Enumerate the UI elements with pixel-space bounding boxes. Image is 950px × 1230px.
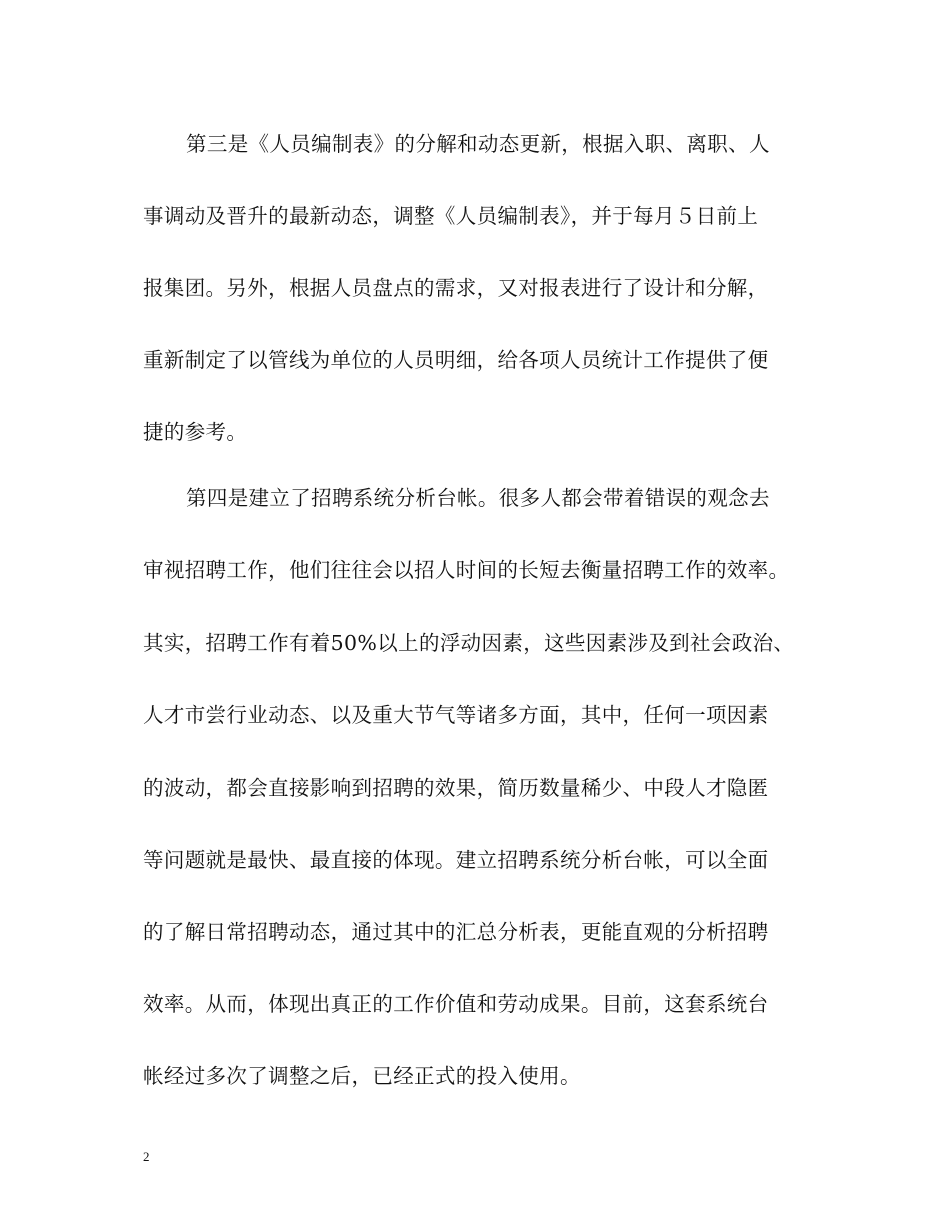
paragraph-1-line-2: 事调动及晋升的最新动态，调整《人员编制表》，并于每月５日前上 [143, 204, 759, 228]
paragraph-2-line-8: 效率。从而，体现出真正的工作价值和劳动成果。目前，这套系统台 [143, 992, 769, 1016]
paragraph-2-line-3: 其实，招聘工作有着50%以上的浮动因素，这些因素涉及到社会政治、 [143, 631, 795, 655]
page-number: 2 [143, 1149, 150, 1164]
paragraph-1-line-3: 报集团。另外，根据人员盘点的需求，又对报表进行了设计和分解， [143, 276, 769, 300]
paragraph-1-line-1: 第三是《人员编制表》的分解和动态更新，根据入职、离职、人 [186, 132, 770, 156]
paragraph-2-line-6: 等问题就是最快、最直接的体现。建立招聘系统分析台帐，可以全面 [143, 848, 769, 872]
paragraph-2-line-9: 帐经过多次了调整之后，已经正式的投入使用。 [143, 1064, 581, 1088]
paragraph-2-line-7: 的了解日常招聘动态，通过其中的汇总分析表，更能直观的分析招聘 [143, 920, 769, 944]
paragraph-1-line-4: 重新制定了以管线为单位的人员明细，给各项人员统计工作提供了便 [143, 348, 769, 372]
paragraph-2-line-2: 审视招聘工作，他们往往会以招人时间的长短去衡量招聘工作的效率。 [143, 558, 790, 582]
paragraph-2-line-5: 的波动，都会直接影响到招聘的效果，简历数量稀少、中段人才隐匿 [143, 776, 769, 800]
paragraph-2-line-1: 第四是建立了招聘系统分析台帐。很多人都会带着错误的观念去 [186, 486, 770, 510]
paragraph-2-line-4: 人才市尝行业动态、以及重大节气等诸多方面，其中，任何一项因素 [143, 703, 769, 727]
paragraph-1-line-5: 捷的参考。 [143, 420, 248, 444]
